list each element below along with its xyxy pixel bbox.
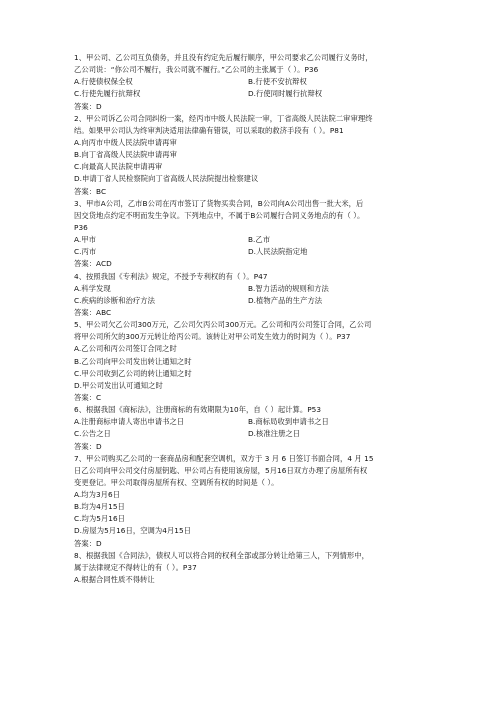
- question-3-options-row-2: [74, 246, 426, 258]
- question-5-stem-line-2: 将甲公司所欠的300万元转让给丙公司。该转让对甲公司发生效力的时间为（ ）。P37: [74, 332, 351, 342]
- question-4-answer: 答案：ABC: [74, 307, 112, 317]
- question-4-option-c: C.疾病的诊断和治疗方法: [74, 295, 155, 305]
- question-4-options-row-2: [74, 295, 426, 307]
- question-6-options-row-2: [74, 428, 426, 440]
- question-1-option-d: D.行使同时履行抗辩权: [248, 89, 323, 99]
- question-2-option-a: A.向丙市中级人民法院申请再审: [74, 137, 177, 147]
- question-5-answer: 答案：C: [74, 392, 102, 402]
- question-2-stem-line-1: 2、甲公司诉乙公司合同纠纷一案，经丙市中级人民法院一审，丁省高级人民法院二审审理终: [74, 113, 373, 123]
- question-2-option-b: B.向丁省高级人民法院申请再审: [74, 150, 177, 160]
- question-6-option-a: A.注册商标申请人寄出申请书之日: [74, 417, 185, 427]
- question-5-option-b: B.乙公司向甲公司发出转让通知之时: [74, 356, 192, 366]
- question-1-stem-line-1: 1、甲公司、乙公司互负债务，并且没有约定先后履行顺序，甲公司要求乙公司履行义务时，: [74, 53, 373, 62]
- question-7-option-a: A.均为3月6日: [74, 490, 121, 500]
- question-1-option-c: C.行使先履行抗辩权: [74, 89, 141, 99]
- question-6-stem-line-1: 6、根据我国《商标法》，注册商标的有效期限为10年，自（ ）起计算。P53: [74, 405, 322, 415]
- question-5-stem-line-1: 5、甲公司欠乙公司300万元，乙公司欠丙公司300万元。乙公司和丙公司签订合同，乙公司: [74, 320, 372, 330]
- question-1-stem-line-2: 乙公司说：“你公司不履行，我公司就不履行。”乙公司的主张属于（ ）。P36: [74, 65, 319, 75]
- question-7-stem-line-3: 变更登记。甲公司取得房屋所有权、空调所有权的时间是（ ）。: [74, 477, 279, 487]
- question-4-stem-line-1: 4、按照我国《专利法》规定，不授予专利权的有（ ）。P47: [74, 271, 268, 281]
- question-3-options-row-1: [74, 234, 426, 246]
- question-2-option-c: C.向最高人民法院申请再审: [74, 162, 163, 172]
- question-1-option-a: A.行使债权保全权: [74, 77, 133, 87]
- question-6-option-c: C.公告之日: [74, 429, 111, 439]
- question-7-stem-line-2: 日乙公司向甲公司交付房屋钥匙、甲公司占有使用该房屋，5月16日双方办理了房屋所有权: [74, 465, 368, 475]
- question-1-option-b: B.行使不安抗辩权: [248, 77, 307, 87]
- question-3-option-a: A.甲市: [74, 235, 96, 245]
- question-7-option-b: B.均为4月15日: [74, 502, 125, 512]
- question-3-stem-line-3: P36: [74, 222, 88, 232]
- question-4-option-b: B.智力活动的规则和方法: [248, 283, 329, 293]
- question-6-answer: 答案：D: [74, 441, 102, 451]
- question-6-option-b: B.商标局收到申请书之日: [248, 417, 329, 427]
- document-body: [74, 52, 426, 586]
- question-8-stem-line-1: 8、根据我国《合同法》，债权人可以将合同的权利全部或部分转让给第三人，下列情形中，: [74, 550, 369, 560]
- question-4-option-d: D.植物产品的生产方法: [248, 295, 323, 305]
- question-5-option-a: A.乙公司和丙公司签订合同之时: [74, 344, 177, 354]
- question-1-answer: 答案：D: [74, 101, 102, 111]
- question-3-option-c: C.丙市: [74, 247, 97, 257]
- question-2-option-d: D.申请丁省人民检察院向丁省高级人民法院提出检察建议: [74, 174, 259, 184]
- question-3-stem-line-2: 因交货地点约定不明而发生争议。下列地点中，不属于B公司履行合同义务地点的有（ ）。: [74, 210, 365, 220]
- question-3-stem-line-1: 3、甲市A公司，乙市B公司在丙市签订了货物买卖合同，B公司向A公司出售一批大米，后: [74, 198, 364, 208]
- question-1-options-row-2: [74, 88, 426, 100]
- question-6-option-d: D.核准注册之日: [248, 429, 301, 439]
- question-4-options-row-1: [74, 283, 426, 295]
- question-6-options-row-1: [74, 416, 426, 428]
- question-2-answer: 答案：BC: [74, 186, 107, 196]
- question-7-answer: 答案：D: [74, 538, 102, 548]
- question-7-option-d: D.房屋为5月16日，空调为4月15日: [74, 526, 192, 536]
- question-4-option-a: A.科学发现: [74, 283, 111, 293]
- question-7-option-c: C.均为5月16日: [74, 514, 125, 524]
- question-3-answer: 答案：ACD: [74, 259, 112, 269]
- question-1-options-row-1: [74, 76, 426, 88]
- question-2-stem-line-2: 结。如果甲公司认为终审判决适用法律确有错误，可以采取的救济手段有（ ）。P81: [74, 125, 344, 135]
- question-7-stem-line-1: 7、甲公司购买乙公司的一套商品房和配套空调机，双方于 3 月 6 日签订书面合同，4 月 15: [74, 453, 374, 463]
- question-5-option-d: D.甲公司发出认可通知之时: [74, 380, 163, 390]
- question-3-option-b: B.乙市: [248, 235, 271, 245]
- question-5-option-c: C.甲公司收到乙公司的转让通知之时: [74, 368, 192, 378]
- question-3-option-d: D.人民法院指定地: [248, 247, 308, 257]
- question-8-option-a: A.根据合同性质不得转让: [74, 575, 155, 585]
- question-8-stem-line-2: 属于法律规定不得转让的有（ ）。P37: [74, 562, 197, 572]
